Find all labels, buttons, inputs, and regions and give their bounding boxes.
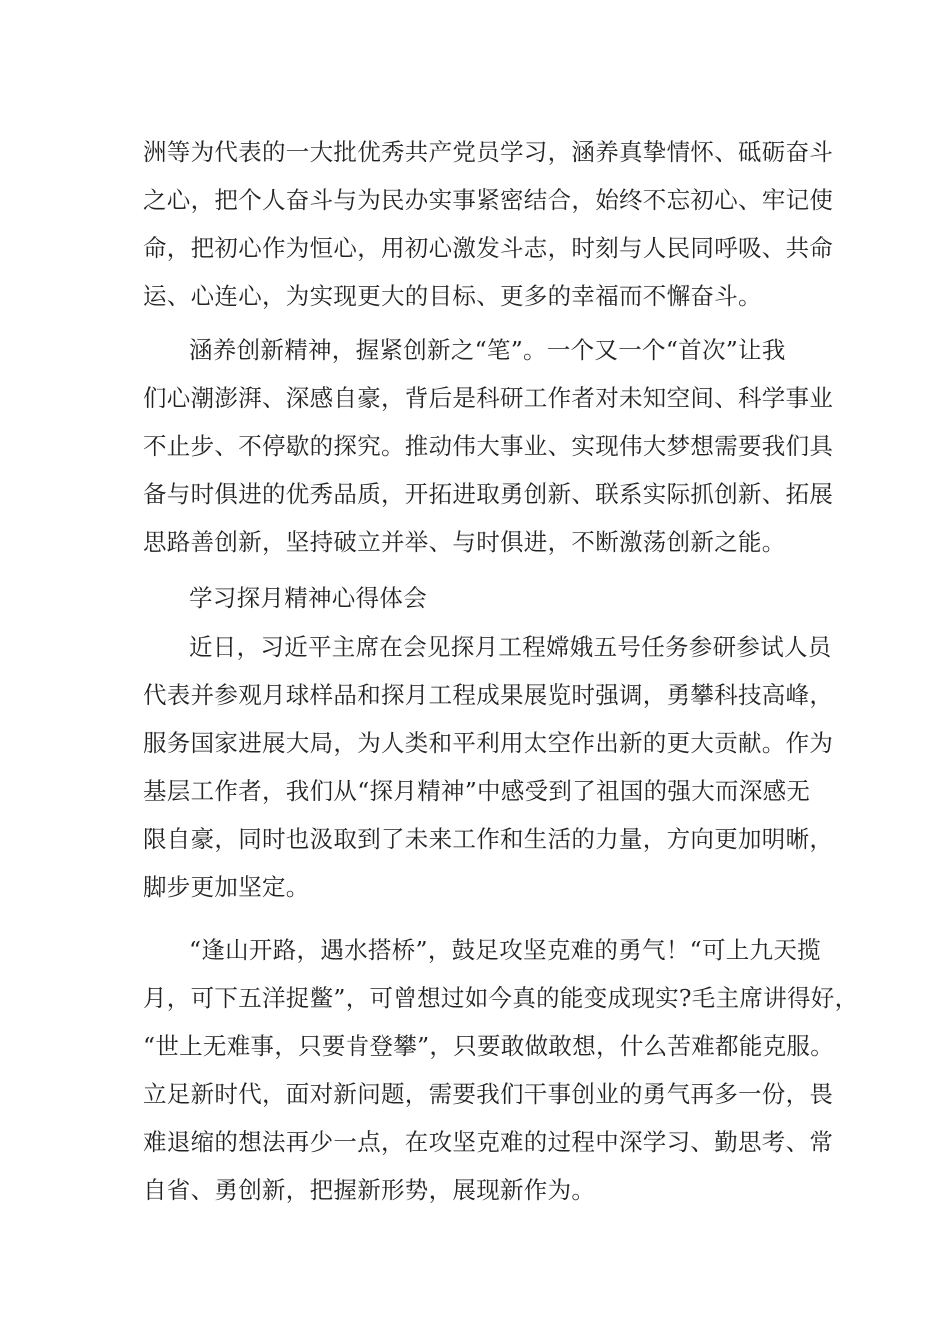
text-line: 近日，习近平主席在会见探月工程嫦娥五号任务参研参试人员 — [189, 633, 832, 661]
text-line: 不止步、不停歇的探究。推动伟大事业、实现伟大梦想需要我们具 — [143, 432, 834, 460]
text-line: “世上无难事，只要肯登攀”，只要敢做敢想，什么苦难都能克服。 — [143, 1032, 835, 1060]
text-line: 备与时俱进的优秀品质，开拓进取勇创新、联系实际抓创新、拓展 — [143, 480, 834, 508]
text-line: 难退缩的想法再少一点，在攻坚克难的过程中深学习、勤思考、常 — [143, 1128, 834, 1156]
text-line: 服务国家进展大局，为人类和平利用太空作出新的更大贡献。作为 — [143, 729, 834, 757]
text-line: 思路善创新，坚持破立并举、与时俱进，不断激荡创新之能。 — [143, 528, 786, 556]
text-line: 基层工作者，我们从“探月精神”中感受到了祖国的强大而深感无 — [143, 777, 811, 805]
text-line: 立足新时代，面对新问题，需要我们干事创业的勇气再多一份，畏 — [143, 1080, 834, 1108]
text-line: 洲等为代表的一大批优秀共产党员学习，涵养真挚情怀、砥砺奋斗 — [143, 138, 834, 166]
text-line: “逢山开路，遇水搭桥”，鼓足攻坚克难的勇气！“可上九天揽 — [189, 936, 821, 964]
text-line: 们心潮澎湃、深感自豪，背后是科研工作者对未知空间、科学事业 — [143, 384, 834, 412]
text-line: 限自豪，同时也汲取到了未来工作和生活的力量，方向更加明晰， — [143, 825, 834, 853]
text-line: 代表并参观月球样品和探月工程成果展览时强调，勇攀科技高峰， — [143, 681, 834, 709]
text-line: 脚步更加坚定。 — [143, 873, 310, 901]
text-line: 之心，把个人奋斗与为民办实事紧密结合，始终不忘初心、牢记使 — [143, 186, 834, 214]
text-line: 涵养创新精神，握紧创新之“笔”。一个又一个“首次”让我 — [189, 336, 786, 364]
text-line: 月，可下五洋捉鳖”，可曾想过如今真的能变成现实?毛主席讲得好， — [143, 984, 859, 1012]
text-line: 运、心连心，为实现更大的目标、更多的幸福而不懈奋斗。 — [143, 282, 762, 310]
text-line: 自省、勇创新，把握新形势，展现新作为。 — [143, 1176, 596, 1204]
text-line: 命，把初心作为恒心，用初心激发斗志，时刻与人民同呼吸、共命 — [143, 234, 834, 262]
heading-text: 学习探月精神心得体会 — [189, 584, 427, 612]
